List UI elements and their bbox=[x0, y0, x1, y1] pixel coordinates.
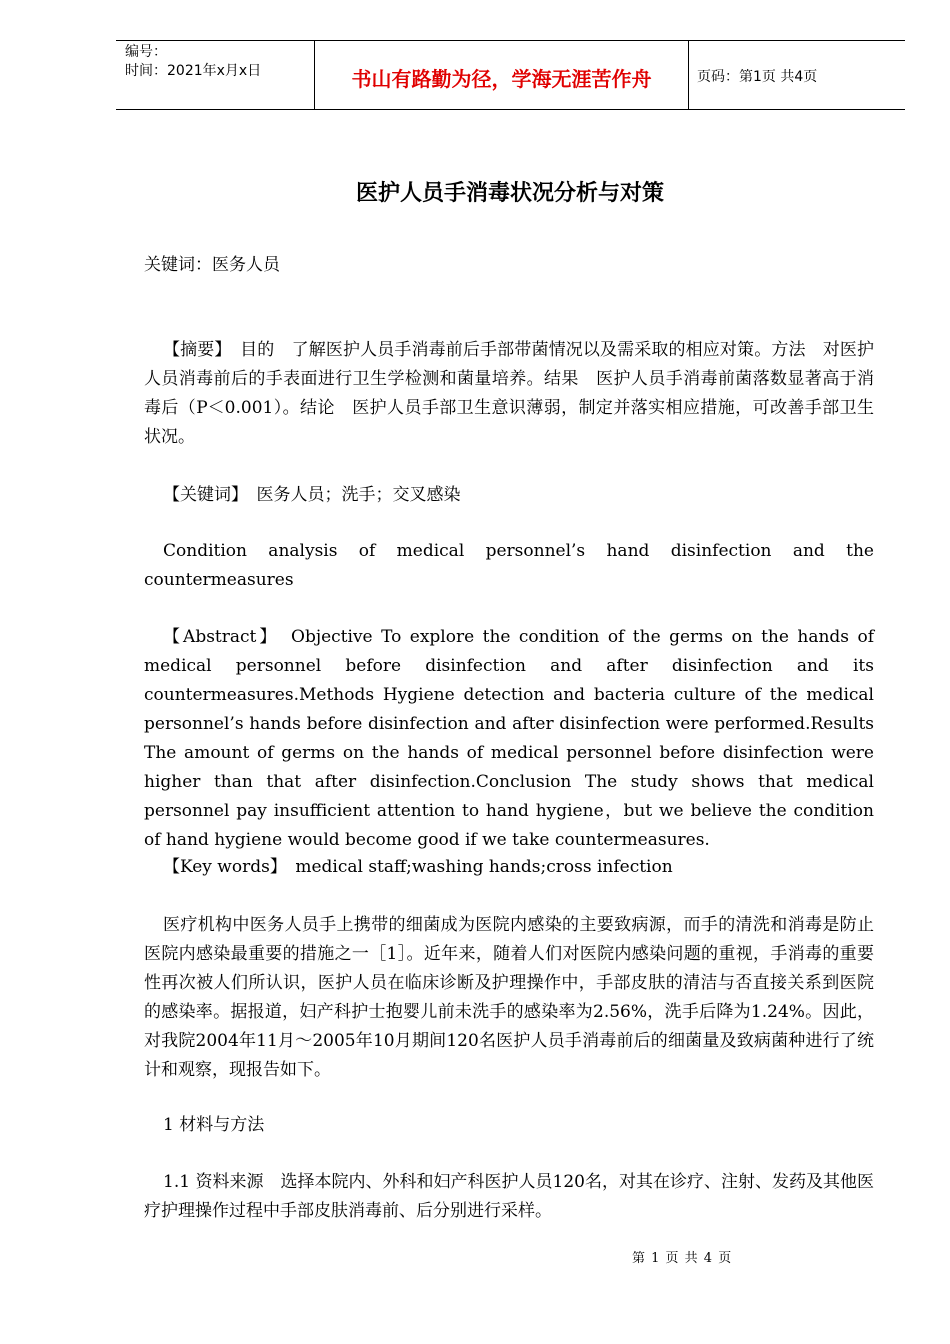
abstract-english: 【Abstract】 Objective To explore the condition of the germs on the hands of medical personnel before disinfection and after disinfection and its countermeasures.Methods Hygiene detection and bacteria culture of the medical personnel’s hands before disinfection and after disinfection were performed.Results The amount of germs on the hands of medical personnel before disinfection were higher than that after disinfection.Conclusion The study shows that medical personnel pay insufficient attention to hand hygiene，but we believe the condition of hand hygiene would become good if we take countermeasures. bbox=[144, 627, 874, 850]
keywords-chinese: 【关键词】 医务人员；洗手；交叉感染 bbox=[163, 485, 461, 505]
document-title: 医护人员手消毒状况分析与对策 bbox=[355, 181, 664, 206]
serial-label: 编号： bbox=[125, 44, 167, 60]
page-footer: 第 1 页 共 4 页 bbox=[632, 1251, 733, 1266]
keywords-english: 【Key words】 medical staff;washing hands;cross infection bbox=[163, 857, 673, 877]
introduction-paragraph: 医疗机构中医务人员手上携带的细菌成为医院内感染的主要致病源，而手的清洗和消毒是防止医院内感染最重要的措施之一［1］。近年来，随着人们对医院内感染问题的重视，手消毒的重要性再次被人们所认识，医护人员在临床诊断及护理操作中，手部皮肤的清洁与否直接关系到医院的感染率。据报道，妇产科护士抱婴儿前未洗手的感染率为2.56%，洗手后降为1.24%。因此，对我院2004年11月～2005年10月期间120名医护人员手消毒前后的细菌量及致病菌种进行了统计和观察，现报告如下。 bbox=[144, 915, 874, 1080]
time-label: 时间：2021年x月x日 bbox=[125, 63, 262, 79]
section-1-1-paragraph: 1.1 资料来源 选择本院内、外科和妇产科医护人员120名，对其在诊疗、注射、发药及其他医疗护理操作过程中手部皮肤消毒前、后分别进行采样。 bbox=[144, 1172, 874, 1221]
keywords-top: 关键词：医务人员 bbox=[144, 255, 280, 275]
section-heading-1: 1 材料与方法 bbox=[163, 1115, 265, 1135]
abstract-chinese: 【摘要】 目的 了解医护人员手消毒前后手部带菌情况以及需采取的相应对策。方法 对医护人员消毒前后的手表面进行卫生学检测和菌量培养。结果 医护人员手消毒前菌落数显著高于消毒后（P＜0.001）。结论 医护人员手部卫生意识薄弱，制定并落实相应措施，可改善手部卫生状况。 bbox=[144, 340, 874, 447]
header-motto: 书山有路勤为径，学海无涯苦作舟 bbox=[315, 41, 689, 109]
english-title: Condition analysis of medical personnel’s hand disinfection and the countermeasures bbox=[144, 541, 874, 590]
header-page-info: 页码：第1页 共4页 bbox=[697, 69, 818, 85]
page-header bbox=[116, 40, 905, 110]
header-meta bbox=[116, 41, 315, 109]
